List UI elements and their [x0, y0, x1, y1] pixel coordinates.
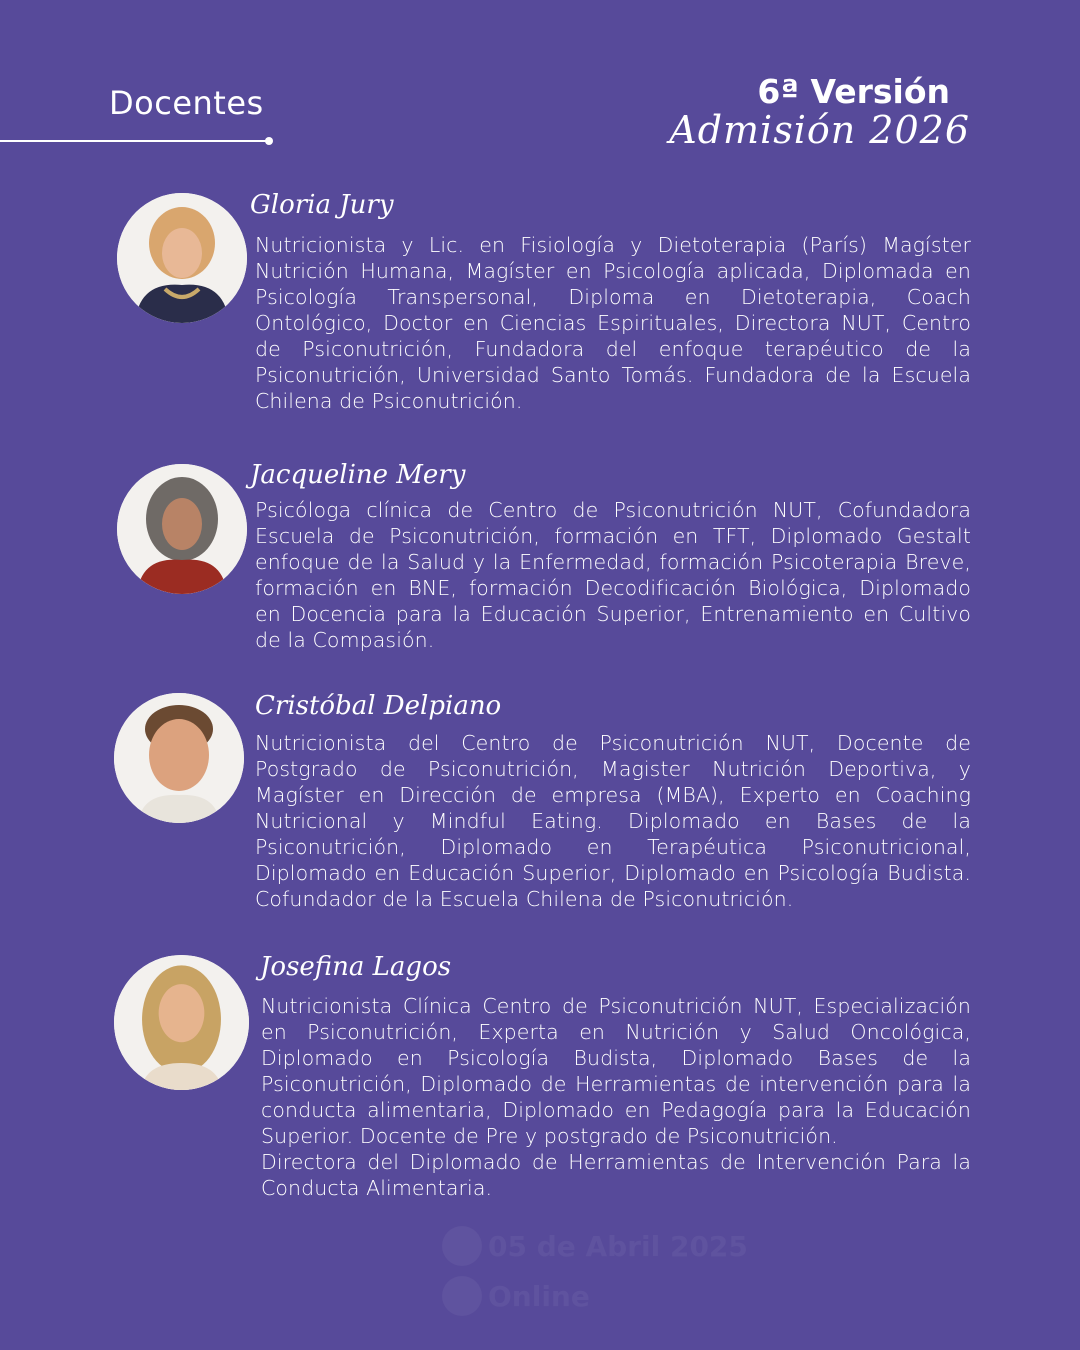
teacher-bio: Psicóloga clínica de Centro de Psiconutrición NUT, Cofundadora Escuela de Psiconutrición, formación en TFT, Diplomado Gestalt enfoque de la Salud y la Enfermedad, formación Psicoterapia Breve, formación en BNE, formación Decodificación Biológica, Diplomado en Docencia para la Educación Superior, Entrenamiento en Cultivo de la Compasión.: [255, 498, 971, 652]
teacher-bio: Nutricionista del Centro de Psiconutrición NUT, Docente de Postgrado de Psiconutrición, Magister Nutrición Deportiva, y Magíster en Dirección de empresa (MBA), Experto en Coaching Nutricional y Mindful Eating. Diplomado en Bases de la Psiconutrición, Diplomado en Terapéutica Psiconutricional, Diplomado en Educación Superior, Diplomado en Psicología Budista. Cofundador de la Escuela Chilena de Psiconutrición.: [255, 731, 971, 911]
teacher-name: Jacqueline Mery: [250, 460, 466, 490]
location-icon: [442, 1276, 482, 1316]
avatar-gloria-jury: [117, 193, 247, 323]
faded-mode: Online: [488, 1280, 590, 1313]
title-underline-dot: [265, 137, 273, 145]
avatar-cristobal-delpiano: [114, 693, 244, 823]
admission-label: Admisión 2026: [669, 108, 970, 152]
avatar-josefina-lagos: [114, 955, 249, 1090]
teacher-name: Josefina Lagos: [260, 952, 452, 982]
teacher-bio: Nutricionista y Lic. en Fisiología y Dietoterapia (París) Magíster Nutrición Humana, Magíster en Psicología aplicada, Diplomada en Psicología Transpersonal, Diploma en Dietoterapia, Coach Ontológico, Doctor en Ciencias Espirituales, Directora NUT, Centro de Psiconutrición, Fundadora del enfoque terapéutico de la Psiconutrición, Universidad Santo Tomás. Fundadora de la Escuela Chilena de Psiconutrición.: [255, 233, 971, 413]
teacher-bio: [261, 993, 971, 1201]
teacher-bio-main: Nutricionista Clínica Centro de Psiconutrición NUT, Especialización en Psiconutrición, Experta en Nutrición y Salud Oncológica, Diplomado en Psicología Budista, Diplomado Bases de la Psiconutrición, Diplomado de Herramientas de intervención para la conducta alimentaria, Diplomado en Pedagogía para la Educación Superior. Docente de Pre y postgrado de Psiconutrición.: [261, 994, 971, 1148]
avatar-jacqueline-mery: [117, 464, 247, 594]
section-title: Docentes: [109, 84, 264, 122]
teacher-name: Cristóbal Delpiano: [255, 691, 502, 721]
portrait-icon: [117, 193, 247, 323]
teacher-name: Gloria Jury: [250, 190, 394, 220]
title-underline: [0, 140, 268, 142]
calendar-icon: [442, 1226, 482, 1266]
portrait-icon: [117, 464, 247, 594]
version-label: 6ª Versión: [757, 72, 950, 111]
portrait-icon: [114, 955, 249, 1090]
teacher-bio-extra: Directora del Diplomado de Herramientas de Intervención Para la Conducta Alimentaria.: [261, 1150, 971, 1200]
faded-date: 05 de Abril 2025: [488, 1230, 748, 1263]
portrait-icon: [114, 693, 244, 823]
